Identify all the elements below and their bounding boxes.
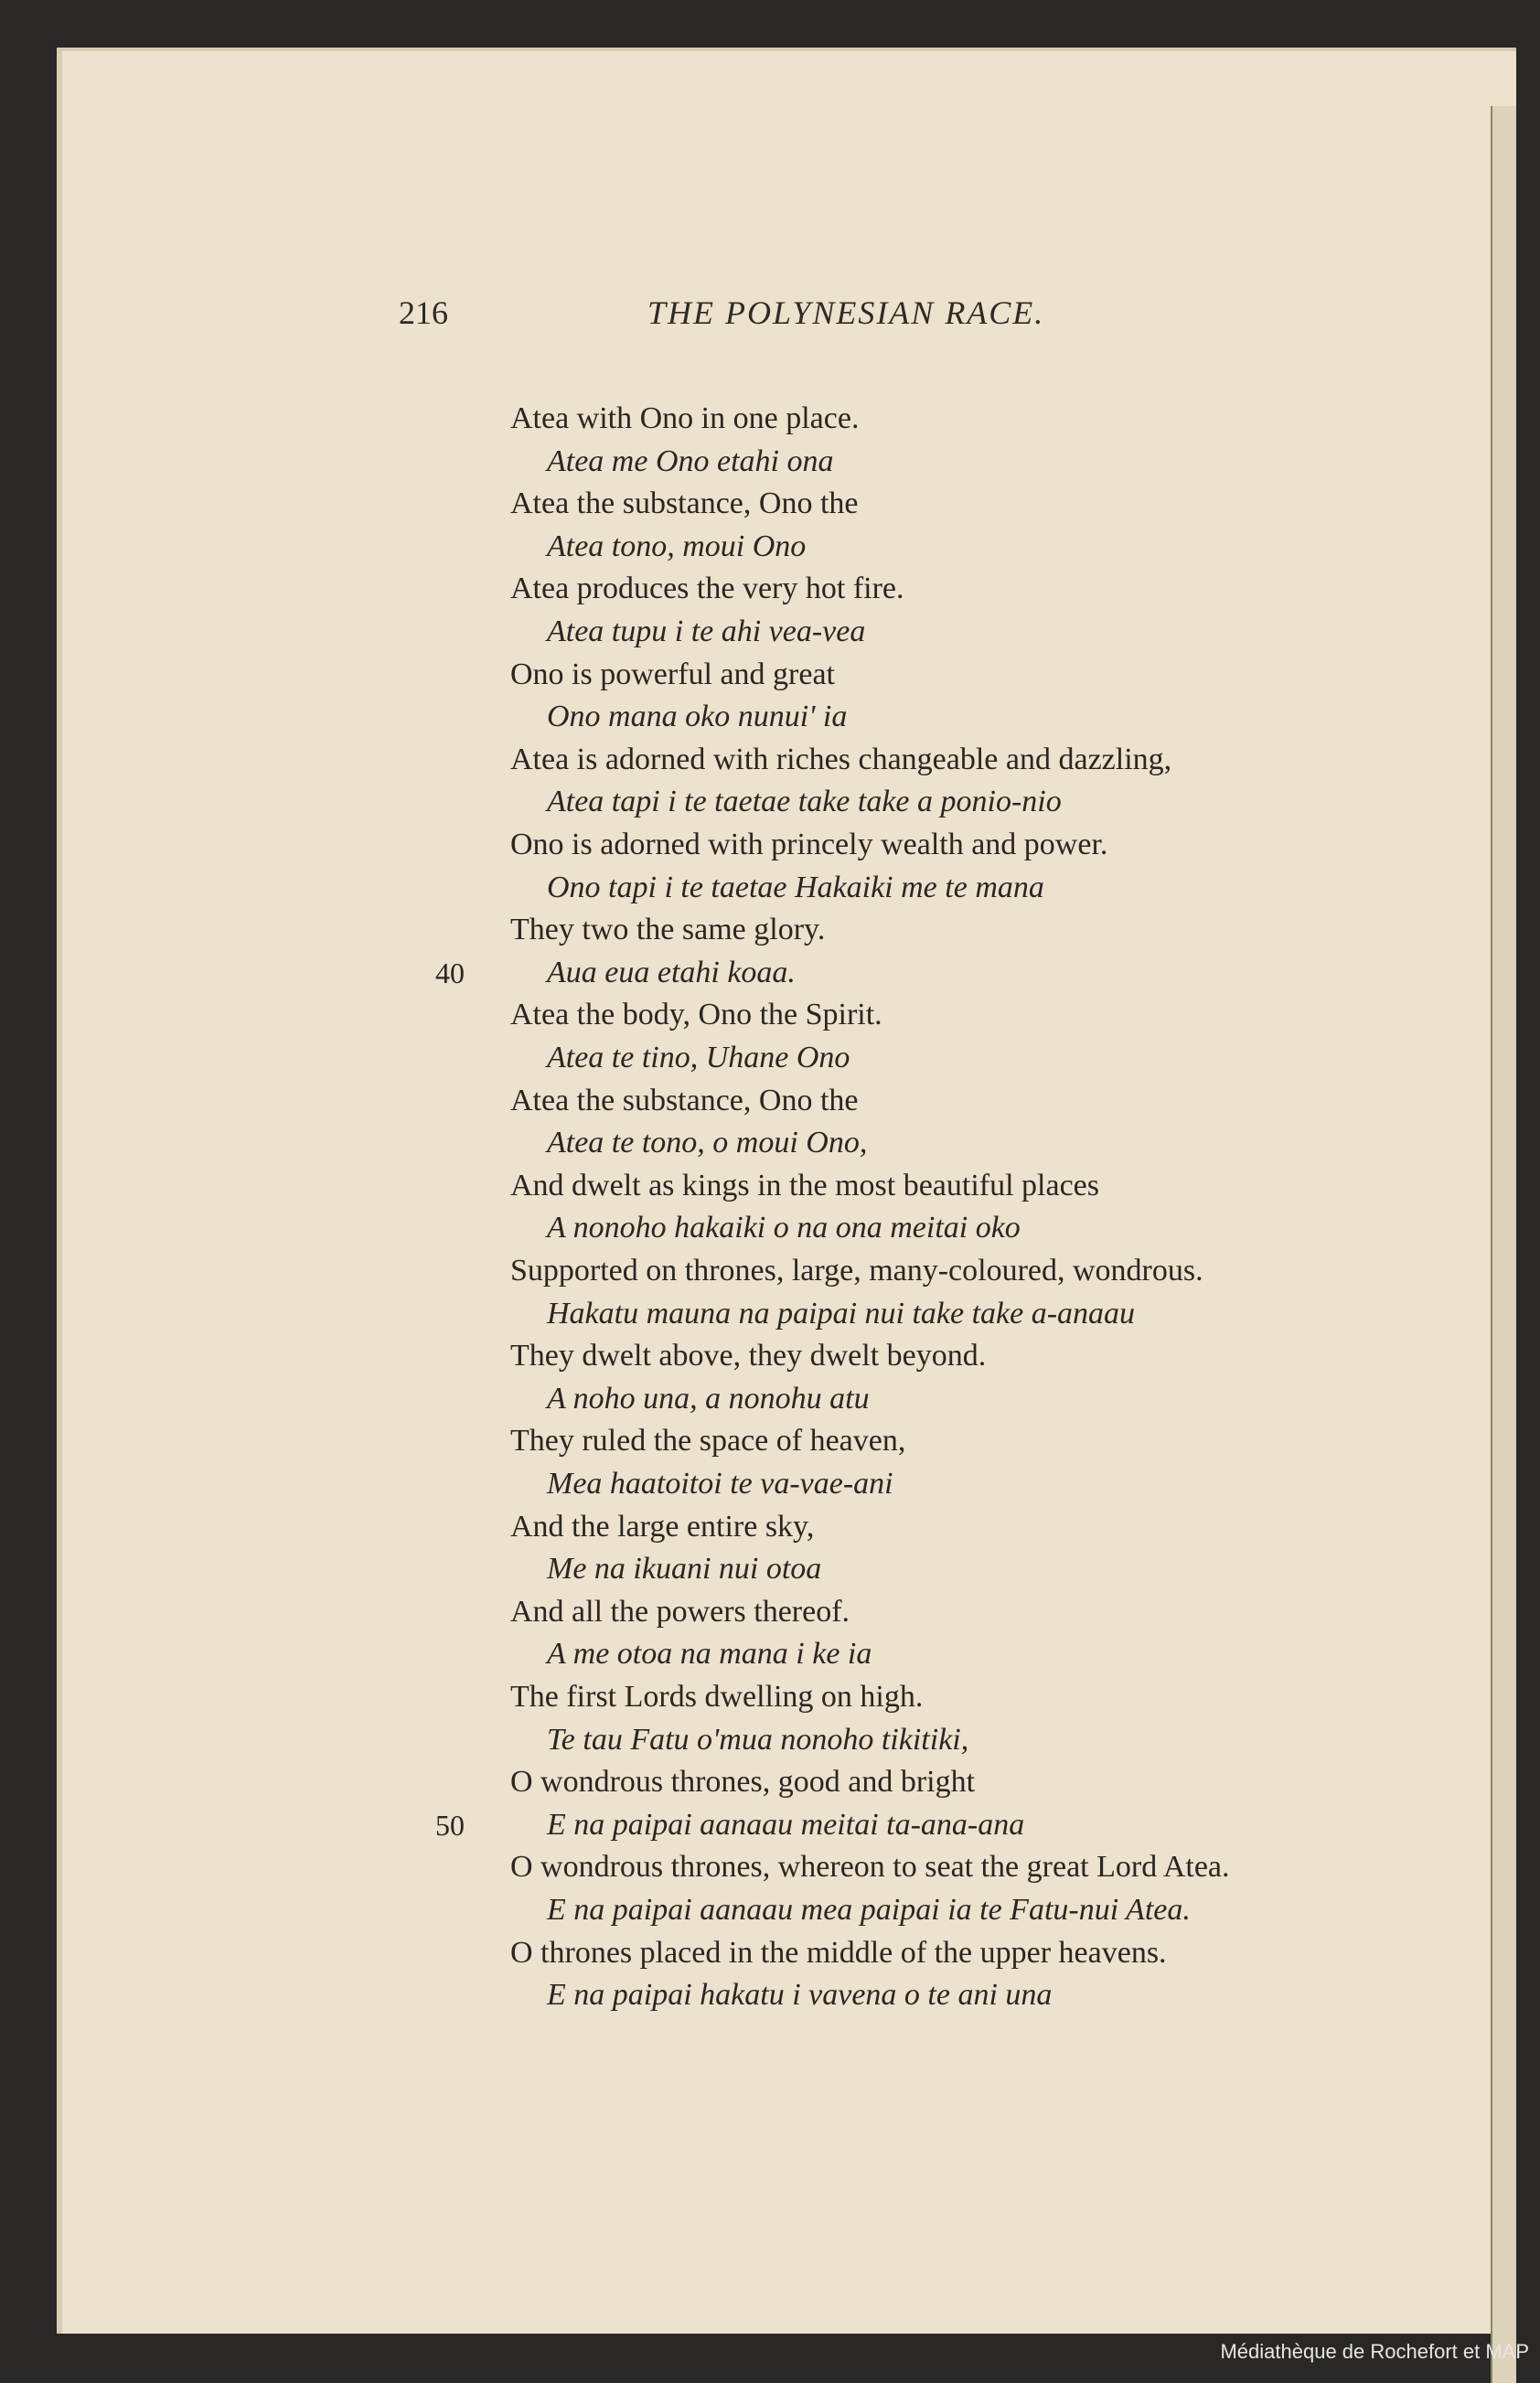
verse-line-polynesian: Ono mana oko nunui' ia: [547, 700, 848, 734]
verse-line-polynesian: A nonoho hakaiki o na ona meitai oko: [547, 1211, 1021, 1245]
verse-line-english: They dwelt above, they dwelt beyond.: [510, 1339, 987, 1373]
verse-line-english: O wondrous thrones, whereon to seat the great Lord Atea.: [510, 1850, 1230, 1885]
verse-line-polynesian: Atea tono, moui Ono: [547, 529, 807, 563]
verse-line-polynesian: Atea tapi i te taetae take take a ponio-nio: [547, 785, 1062, 819]
verse-line-polynesian: Atea tupu i te ahi vea-vea: [547, 614, 866, 648]
running-head: THE POLYNESIAN RACE.: [647, 294, 1045, 331]
verse-line-english: Atea is adorned with riches changeable and dazzling,: [510, 742, 1172, 776]
line-number: 40: [435, 956, 465, 989]
library-credit: Médiathèque de Rochefort et MAP: [1220, 2340, 1529, 2363]
page-header: [62, 294, 1516, 348]
verse-line-english: And dwelt as kings in the most beautiful places: [510, 1168, 1099, 1202]
verse-line-polynesian: E na paipai aanaau mea paipai ia te Fatu-nui Atea.: [547, 1893, 1191, 1927]
verse-line-polynesian: A noho una, a nonohu atu: [547, 1381, 870, 1416]
verse-line-english: They ruled the space of heaven,: [510, 1424, 906, 1459]
verse-line-polynesian: Atea me Ono etahi ona: [547, 443, 834, 478]
book-page: [57, 48, 1516, 2334]
verse-line-english: And all the powers thereof.: [510, 1594, 850, 1629]
verse-line-polynesian: Me na ikuani nui otoa: [547, 1552, 822, 1587]
verse-line-english: Atea the body, Ono the Spirit.: [510, 998, 882, 1032]
verse-line-english: Supported on thrones, large, many-coloured, wondrous.: [510, 1254, 1203, 1288]
verse-line-polynesian: E na paipai aanaau meitai ta-ana-ana: [547, 1807, 1025, 1842]
line-number: 50: [435, 1808, 465, 1842]
verse-line-english: Ono is powerful and great: [510, 657, 836, 691]
verse-line-english: Atea produces the very hot fire.: [510, 572, 904, 606]
verse-line-english: Atea with Ono in one place.: [510, 401, 860, 435]
verse-line-polynesian: Mea haatoitoi te va-vae-ani: [547, 1467, 893, 1501]
verse-line-polynesian: E na paipai hakatu i vavena o te ani una: [547, 1978, 1053, 2013]
verse-line-english: O wondrous thrones, good and bright: [510, 1765, 976, 1800]
verse-line-english: O thrones placed in the middle of the upper heavens.: [510, 1935, 1167, 1970]
verse-line-english: Atea the substance, Ono the: [510, 1083, 859, 1117]
verse-line-english: The first Lords dwelling on high.: [510, 1680, 924, 1714]
verse-line-english: And the large entire sky,: [510, 1509, 815, 1544]
facing-page-edge: [1491, 106, 1516, 2383]
verse-line-polynesian: Atea te tono, o moui Ono,: [547, 1126, 868, 1160]
page-number: 216: [399, 294, 448, 331]
verse-line-english: Ono is adorned with princely wealth and power.: [510, 828, 1108, 861]
verse-line-polynesian: Hakatu mauna na paipai nui take take a-anaau: [547, 1296, 1136, 1330]
verse-line-polynesian: Aua eua etahi koaa.: [547, 955, 796, 989]
verse-line-polynesian: A me otoa na mana i ke ia: [547, 1637, 872, 1672]
verse-line-english: Atea the substance, Ono the: [510, 486, 859, 521]
verse-line-polynesian: Atea te tino, Uhane Ono: [547, 1041, 850, 1074]
verse-line-english: They two the same glory.: [510, 913, 826, 947]
verse-line-polynesian: Te tau Fatu o'mua nonoho tikitiki,: [547, 1722, 969, 1757]
verse-line-polynesian: Ono tapi i te taetae Hakaiki me te mana: [547, 870, 1044, 904]
